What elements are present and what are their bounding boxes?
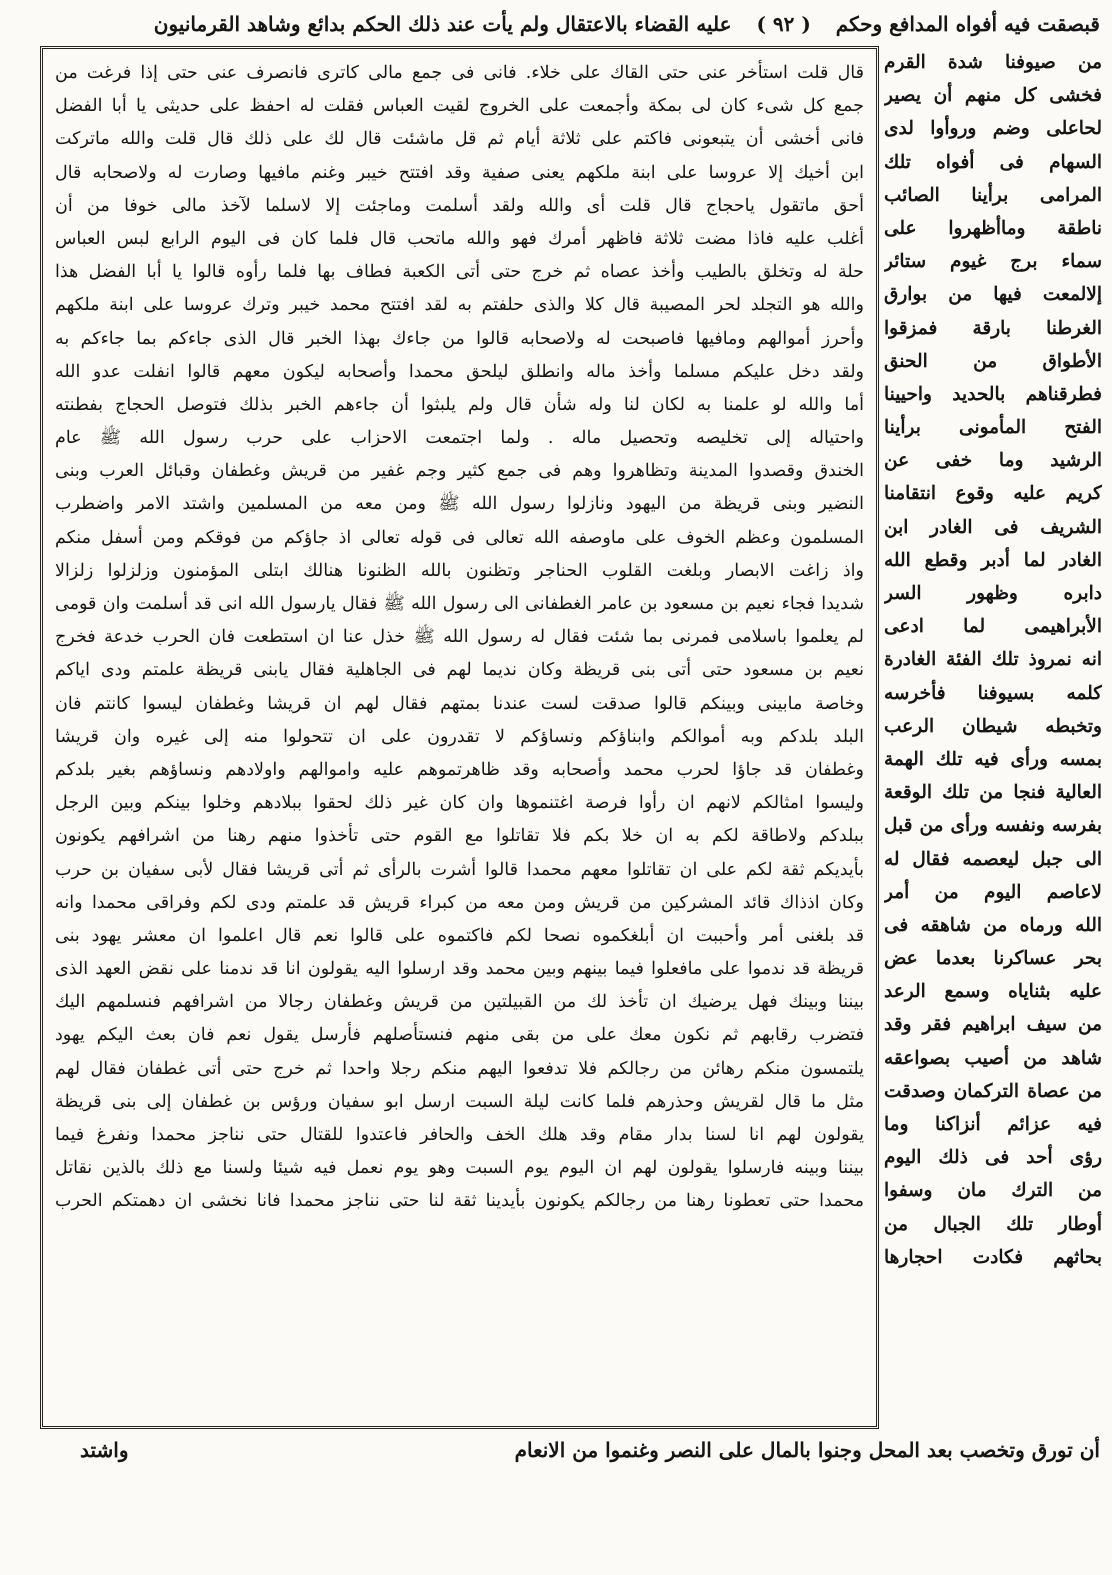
header-left-text: عليه القضاء بالاعتقال ولم يأت عند ذلك الحكم بدائع وشاهد القرمانيون <box>153 12 732 36</box>
footer-text: أن تورق وتخصب بعد المحل وجنوا بالمال على النصر وغنموا من الانعام <box>514 1438 1100 1462</box>
main-text-line: واذ زاغت الابصار وبلغت القلوب الحناجر وتظنون بالله الظنونا هنالك ابتلى المؤمنون وزلزلوا زلزالا <box>55 560 864 581</box>
margin-text-line: بحاثهم فكادت احجارها <box>884 1246 1102 1268</box>
margin-text-line: الرشيد وما خفى عن <box>884 450 1102 472</box>
margin-text-line: وتخبطه شيطان الرعب <box>884 715 1102 737</box>
main-text-line: لم يعلموا باسلامى فمرنى بما شئت فقال له رسول الله ﷺ خذل عنا ان استطعت فان الحرب خدعة فخرج <box>55 627 864 648</box>
margin-text-line: أوطار تلك الجبال من <box>884 1213 1102 1235</box>
margin-text-line: الأطواق من الحنق <box>884 350 1102 372</box>
main-text-line: مثل ما قال لقريش وحذرهم فلما كانت ليلة السبت ارسل ابو سفيان ورؤس بن غطفان إلى بنى قريظة <box>55 1091 864 1112</box>
main-text-line: جمع كل شىء كان لى بمكة وأجمعت على الخروج لقيت العباس فقلت له احفظ على حديثى يا أبا الفضل <box>55 96 864 117</box>
margin-text-line: دابره وظهور السر <box>884 583 1102 604</box>
margin-text-line: فطرقناهم بالحديد واحيينا <box>884 383 1102 405</box>
margin-text-line: بفرسه ونفسه ورأى من قبل <box>884 815 1102 837</box>
page-footer <box>60 1430 1100 1470</box>
main-text-line: النضير وبنى قريظة من اليهود ونازلوا رسول الله ﷺ ومن معه من المسلمين واشتد الامر واضطرب <box>55 494 864 515</box>
margin-text-line: المرامى برأينا الصائب <box>884 184 1102 206</box>
margin-text-line: الله ورماه من شاهقه فى <box>884 914 1102 936</box>
margin-text-line: ناطقة وماأظهروا على <box>884 217 1102 239</box>
margin-text-line: إلالمعت فيها من بوارق <box>884 284 1102 306</box>
main-text-line: فانى أخشى أن يتبعونى فاكتم على ثلاثة أيام ثم قل ماشئت قال لك على ذلك قال قلت والله ماتركت <box>55 129 864 150</box>
main-text-line: نعيم بن مسعود حتى أتى بنى قريظة وكان نديما لهم فى الجاهلية فقال يابنى قريظة علمتم ودى اياكم <box>55 660 864 681</box>
main-text-line: والله هو التجلد لحر المصيبة قال كلا والذى حلفتم به لقد افتتح محمد خيبر وترك عروسا على ابنة ملكهم <box>55 295 864 316</box>
main-text-line: بيننا وبينك فهل يرضيك ان تأخذ لك من القبيلتين من قريش وغطفان رجالا من اشرافهم فنسلمهم اليك <box>55 992 864 1013</box>
main-text-line: أغلب عليه فاذا مضت ثلاثة فاظهر أمرك فهو والله ماتحب قال فلما كان فى اليوم الرابع لبس العباس <box>55 228 864 249</box>
main-text-line: أما والله لو علمنا به لكان لنا وله شأن قال ولم يلبثوا أن جاءهم الخبر بذلك فتوصل الحجاج بفطنته <box>55 394 864 415</box>
main-text-line: محمدا حتى تعطونا رهنا من رجالكم يكونون بأيدينا ثقة لنا حتى نناجز محمدا فانا نخشى ان دهمتكم الحرب <box>55 1191 864 1212</box>
margin-text-line: من صيوفنا شدة القرم <box>884 52 1102 73</box>
main-text-line: البلد بلدكم وبه أموالكم وابناؤكم ونساؤكم لا تقدرون على ان تتحولوا منه إلى غيره وان قريشا <box>55 726 864 747</box>
margin-text-line: فخشى كل منهم أن يصير <box>884 85 1102 107</box>
margin-text-line: سماء برج غيوم ستائر <box>884 251 1102 273</box>
margin-text-line: من عصاة التركمان وصدقت <box>884 1080 1102 1102</box>
catchword: واشتد <box>80 1438 129 1462</box>
margin-text-line: الأبراهيمى لما ادعى <box>884 616 1102 638</box>
margin-text-line: العالية فنجا من تلك الوقعة <box>884 782 1102 804</box>
main-text-line: واحتياله إلى تخليصه وتحصيل ماله . ولما اجتمعت الاحزاب على حرب رسول الله ﷺ عام <box>55 428 864 449</box>
main-text-line: وليسوا امثالكم لانهم ان رأوا فرصة اغتنموها وان كان غير ذلك لحقوا ببلادهم وخلوا بينكم وبين الرجل <box>55 793 864 814</box>
main-text-frame <box>40 46 879 1429</box>
margin-text-line: بحر عساكرنا بعدما عض <box>884 948 1102 970</box>
main-text-line: شديدا فجاء نعيم بن مسعود بن عامر الغطفانى الى رسول الله ﷺ فقال يارسول الله انى قد أسلمت وان قومى <box>55 594 864 614</box>
margin-text-line: من سيف ابراهيم فقر وقد <box>884 1014 1102 1036</box>
main-text-line: وغطفان قد جاؤا لحرب محمد وأصحابه وقد ظاهرتموهم عليه واموالهم واولادهم ونساؤهم بغير بلدكم <box>55 759 864 780</box>
margin-text-line: انه نمروذ تلك الفئة الغادرة <box>884 649 1102 671</box>
main-text-line: وأحرز أموالهم ومافيها فاصبحت له ولاصحابه قالوا من جاءك بهذا الخبر قال الذى جاءكم بما جاءكم به <box>55 328 864 349</box>
page-number: ( ٩٢ ) <box>756 12 811 36</box>
margin-text-line: شاهد من أصيب بصواعقه <box>884 1047 1102 1069</box>
margin-text-line: كريم عليه وقوع انتقامنا <box>884 483 1102 505</box>
margin-commentary <box>884 46 1102 1458</box>
margin-text-line: لاعاصم اليوم من أمر <box>884 881 1102 903</box>
margin-text-line: السهام فى أفواه تلك <box>884 151 1102 173</box>
main-text-line: حلة له وتخلق بالطيب وأخذ عصاه ثم خرج حتى أتى الكعبة فطاف بها فلما رأوه قالوا يا أبا الفضل هذا <box>55 262 864 283</box>
main-text-line: وكان اذذاك قائد المشركين من قريش ومن معه من كبراء قريش قد علمتم ودى لكم وفراقى محمدا وانه <box>55 892 864 913</box>
margin-text-line: بمسه ورأى فيه تلك الهمة <box>884 748 1102 770</box>
margin-text-line: لحاعلى وضم وروأوا لدى <box>884 118 1102 140</box>
page-header <box>30 4 1100 44</box>
margin-text-line: من الترك مان وسفوا <box>884 1180 1102 1202</box>
main-text-line: وخاصة مابينى وبينكم قالوا صدقت لست عندنا بمتهم فقال لهم ان قريشا وغطفان ليسوا كانتم فان <box>55 693 864 714</box>
margin-text-line: عليه بثناياه وسمع الرعد <box>884 981 1102 1003</box>
main-text-line: فتضرب رقابهم ثم نكون معك على من بقى منهم فنستأصلهم فأرسل يقول نعم فان بعث اليكم يهود <box>55 1025 864 1046</box>
main-text-line: المسلمون وعظم الخوف على ماوصفه الله تعالى فى قوله تعالى اذ جاؤكم من فوقكم ومن أسفل منكم <box>55 527 864 548</box>
main-text-line: بيننا وبينه فارسلوا يقولون لهم ان اليوم يوم السبت وهو يوم نعمل فيه شيئا ولسنا مع ذلك بالذين نقاتل <box>55 1158 864 1179</box>
margin-text-line: الشريف فى الغادر ابن <box>884 516 1102 538</box>
main-text-line: يقولون لهم انا لسنا بدار مقام وقد هلك الخف والحافر فاعتدوا للقتال حتى نناجز محمدا ونفرغ فيما <box>55 1125 864 1145</box>
main-text-line: بأيديكم ثقة لكم على ان تقاتلوا معهم محمدا قالوا أشرت بالرأى ثم أتى قريشا فقال لأبى سفيان بن حرب <box>55 859 864 880</box>
margin-text-line: الغادر لما أدبر وقطع الله <box>884 549 1102 571</box>
header-right-text: قبصقت فيه أفواه المدافع وحكم <box>835 12 1100 36</box>
main-text-line: قال قلت استأخر عنى حتى القاك على خلاء. فانى فى جمع مالى كاترى فانصرف عنى حتى إذا فرغت من <box>55 63 864 83</box>
main-text-line: يلتمسون منكم رهائن من رجالكم فلا تدفعوا اليهم منكم رجلا واحدا ثم خرج حتى أتى غطفان فقال لهم <box>55 1058 864 1079</box>
margin-text-line: الفتح المأمونى برأينا <box>884 417 1102 439</box>
margin-text-line: الغرطنا بارقة فمزقوا <box>884 317 1102 339</box>
main-text-line: قريظة قد ندموا على مافعلوا فيما بينهم وبين محمد وقد ارسلوا اليه يقولون انا قد ندمنا على نقض العهد الذى <box>55 959 864 980</box>
main-text-line: قد بلغنى أمر وأحببت ان أبلغكموه نصحا لكم فاكتموه على قالوا نعم قال اعلموا ان معشر يهود بنى <box>55 925 864 946</box>
main-text-line: ابن أخيك إلا عروسا على ابنة ملكهم يعنى صفية وقد افتتح خيبر وغنم مافيها وصارت له ولاصحابه قال <box>55 162 864 183</box>
main-text-line: الخندق وقصدوا المدينة وتظاهروا وهم فى جمع كثير وجم غفير من قريش وغطفان وقبائل العرب وبنى <box>55 461 864 482</box>
main-text-line: ولقد دخل عليكم مسلما وأخذ ماله وانطلق ليلحق محمدا وأصحابه ليكون معهم قالوا انفلت عدو الله <box>55 361 864 382</box>
margin-text-line: الى جبل ليعصمه فقال له <box>884 848 1102 870</box>
main-text-line: أحق ماتقول ياحجاج قال قلت أى والله ولقد أسلمت وماجئت إلا لاسلما لآخذ مالى خوفا من أن <box>55 195 864 216</box>
margin-text-line: كلمه بسيوفنا فأخرسه <box>884 682 1102 704</box>
main-text-line: ببلدكم ولاطاقة لكم به ان خلا بكم فلا تقاتلوا مع القوم حتى تأخذوا منهم رهنا من اشرافهم يكونون <box>55 826 864 847</box>
margin-text-line: فيه عزائم أنزاكنا وما <box>884 1114 1102 1135</box>
margin-text-line: رؤى أحد فى ذلك اليوم <box>884 1147 1102 1169</box>
